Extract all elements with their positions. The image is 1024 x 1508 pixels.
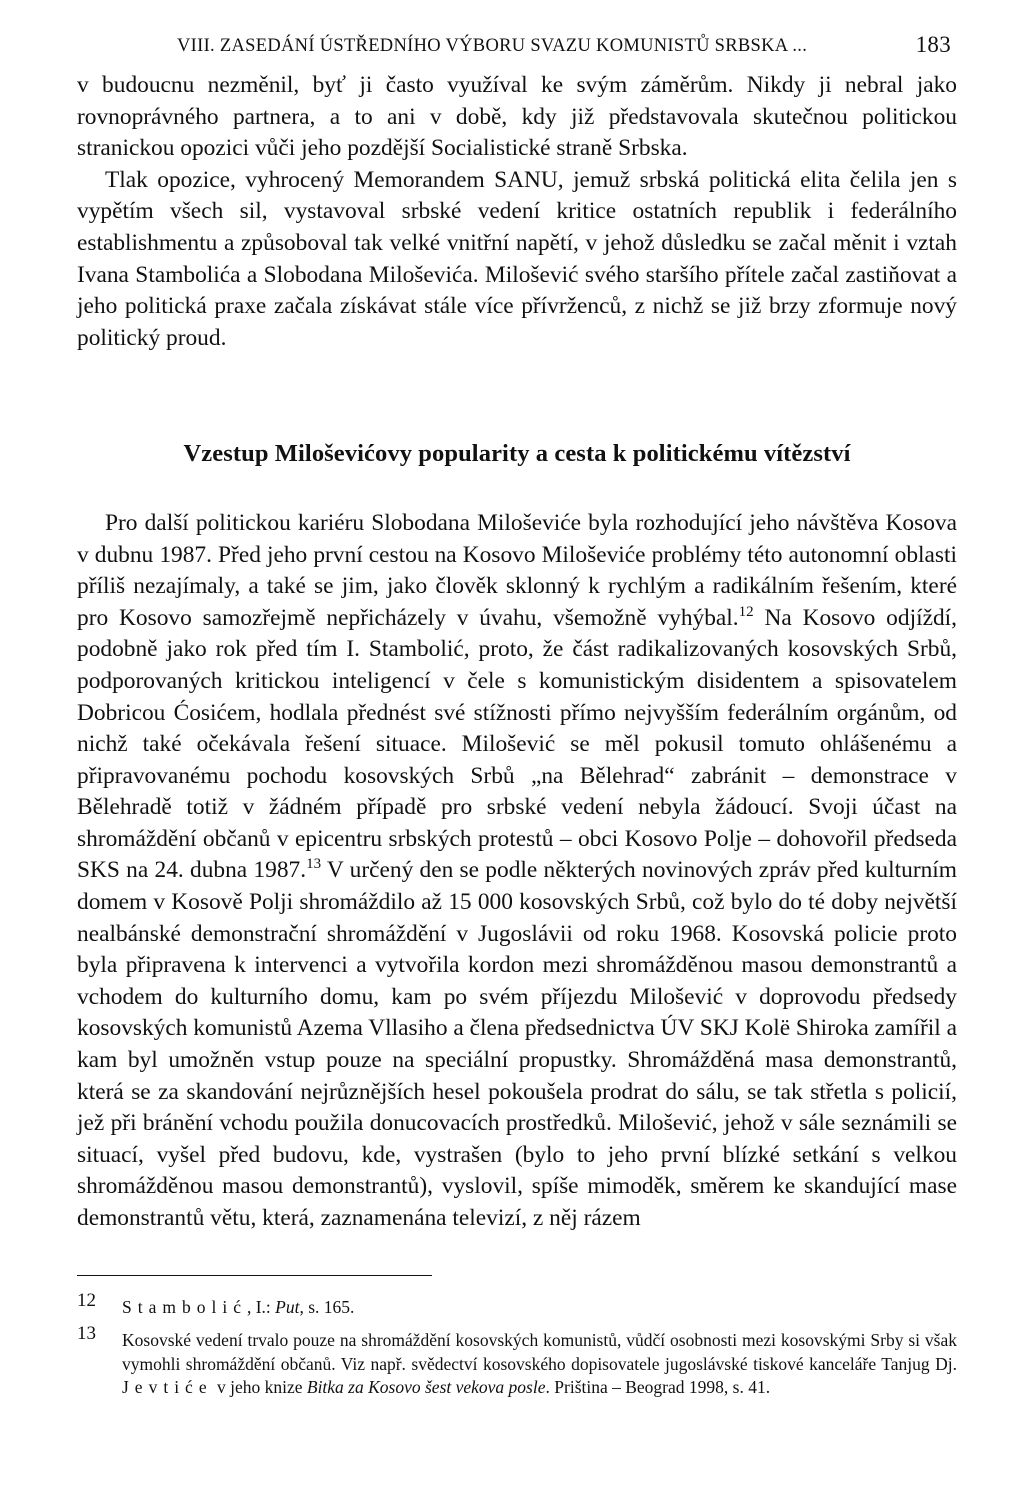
running-title: VIII. ZASEDÁNÍ ÚSTŘEDNÍHO VÝBORU SVAZU KOMUNISTŮ SRBSKA ... xyxy=(177,36,808,56)
paragraph-text: Na Kosovo odjíždí, podobně jako rok před tím I. Stambolić, proto, že část radikalizovaných kosovských Srbů, podporovaných kritickou inteligencí v čele s komunistickým disidentem a spisovatelem Dobricou Ćosićem, hodlala přednést své stížnosti přímo nejvyšším federálním orgánům, od nichž také očekávala řešení situace. Milošević se měl pokusil tomuto ohlášenému a připravovanému pochodu kosovských Srbů „na Bělehrad“ zabránit – demonstrace v Bělehradě totiž v žádném případě pro srbské vedení nebyla žádoucí. Svoji účast na shromáždění občanů v epicentru srbských protestů – obci Kosovo Polje – dohovořil předseda SKS na 24. dubna 1987. xyxy=(77,604,957,884)
paragraph-text: Pro další politickou kariéru Slobodana Miloševiće byla rozhodující jeho návštěva Kosova v dubnu 1987. Před jeho první cestou na Kosovo Miloševiće problémy této autonomní oblasti příliš nezajímaly, a také se jim, jako člověk sklonný k rychlým a radikálním řešením, které pro Kosovo samozřejmě nepřicházely v úvahu, všemožně vyhýbal. xyxy=(77,509,957,631)
page-number: 183 xyxy=(915,32,951,57)
footnote-book-title: Bitka za Kosovo šest vekova posle xyxy=(306,1377,546,1398)
footnote-author: Jevtiće xyxy=(122,1377,213,1398)
footnote-separator xyxy=(77,1275,432,1276)
paragraph-continuation: v budoucnu nezměnil, byť ji často využíval ke svým záměrům. Nikdy ji nebral jako rovnoprávného partnera, a to ani v době, kdy již představovala skutečnou politickou stranickou opozici vůči jeho pozdější Socialistické straně Srbska. xyxy=(77,72,957,162)
book-page xyxy=(77,30,957,1410)
running-header xyxy=(77,30,957,70)
footnote-text: v jeho knize xyxy=(212,1377,307,1398)
footnote-12 xyxy=(77,1289,957,1320)
footnote-number: 13 xyxy=(77,1323,96,1345)
section-heading: Vzestup Miloševićovy popularity a cesta k politickému vítězství xyxy=(183,440,851,468)
footnotes xyxy=(77,1289,957,1400)
footnote-text: , I.: xyxy=(246,1296,276,1317)
paragraph-text: V určený den se podle některých novinových zpráv před kulturním domem v Kosově Polji shromáždilo až 15 000 kosovských Srbů, což bylo do té doby největší nealbánské demonstrační shromáždění v Jugoslávii od roku 1968. Kosovská policie proto byla připravena k intervenci a vytvořila kordon mezi shromážděnou masou demonstrantů a vchodem do kulturního domu, kam po svém příjezdu Milošević v doprovodu předsedy kosovských komunistů Azema Vllasiho a člena předsednictva ÚV SKJ Kolë Shiroka zamířil a kam byl umožněn vstup pouze na speciální propustky. Shromážděná masa demonstrantů, která se za skandování nejrůznějších hesel pokoušela prodrat do sálu, se tak střetla s policií, jež při bránění vchodu použila donucovacích prostředků. Milošević, jehož v sále seznámili se situací, vyšel před budovu, kde, vystrašen (bylo to jeho první blízké setkání s velkou shromážděnou masou demonstrantů), vyslovil, spíše mimoděk, směrem ke skandující mase demonstrantů větu, která, zaznamenána televizí, z něj rázem xyxy=(77,857,958,1231)
footnote-author: Stambolić xyxy=(122,1296,247,1317)
main-text xyxy=(77,70,957,1235)
footnote-reference[interactable]: 13 xyxy=(306,856,322,873)
footnote-13 xyxy=(77,1323,957,1400)
footnote-text: Kosovské vedení trvalo pouze na shromáždění kosovských komunistů, vůdčí osobnosti mezi kosovskými Srby si však vymohli shromáždění občanů. Viz např. svědectví kosovského dopisovatele jugoslávské tiskové kanceláře Tanjug Dj. xyxy=(122,1330,957,1374)
paragraph xyxy=(77,508,957,1235)
footnote-reference[interactable]: 12 xyxy=(738,603,754,620)
footnote-book-title: Put xyxy=(275,1296,300,1317)
paragraph: Tlak opozice, vyhrocený Memorandem SANU, jemuž srbská politická elita čelila jen s vypětím všech sil, vystavoval srbské vedení kritice ostatních republik i federálního establishmentu a způsoboval tak velké vnitřní napětí, v jehož důsledku se začal měnit i vztah Ivana Stambolića a Slobodana Miloševića. Milošević svého staršího přítele začal zastiňovat a jeho politická praxe začala získávat stále více přívrženců, z nichž se již brzy zformuje nový politický proud. xyxy=(77,166,957,351)
footnote-text: , s. 165. xyxy=(299,1296,355,1317)
footnote-text: . Priština – Beograd 1998, s. 41. xyxy=(545,1377,771,1398)
footnote-number: 12 xyxy=(77,1289,96,1311)
